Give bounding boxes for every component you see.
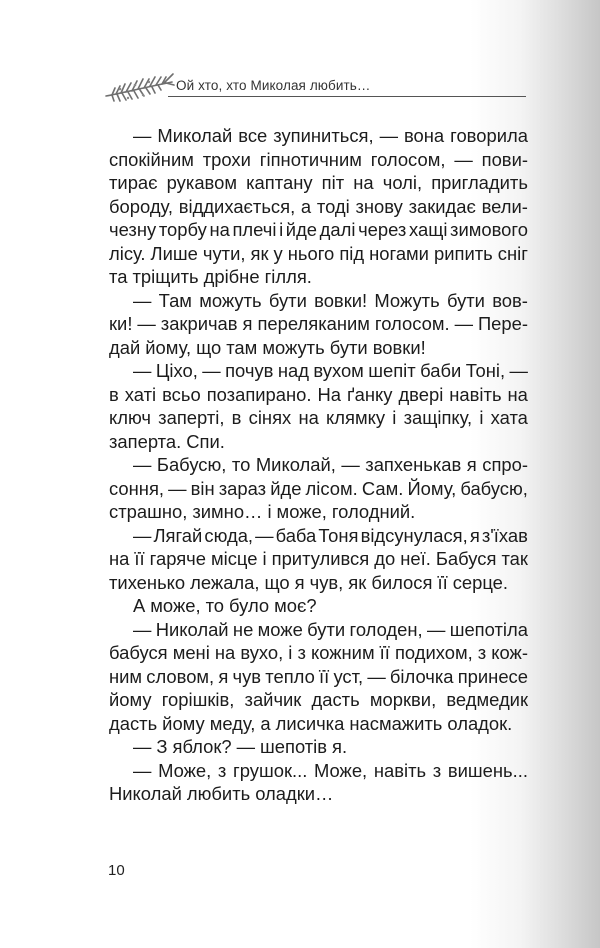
header-rule [168,96,526,97]
running-header [102,68,526,108]
running-title: Ой хто, хто Миколая любить… [176,78,371,93]
text-line: дай йому, що там можуть бути вовки! [109,336,426,358]
text-line: на її гаряче місце і притулився до неї. Бабуся так [109,548,528,569]
text-line: бороду, віддихається, а тоді знову закидає вели- [109,195,528,217]
text-line: заперта. Спи. [109,430,225,452]
text-line: дасть йому меду, а лисичка насмажить оладок. [109,712,513,734]
text-line: бабуся мені на вухо, і з кожним її подихом, з кож- [109,642,528,663]
text-line: в хаті всьо позапирано. На ґанку двері навіть на [109,383,528,405]
text-line: — Ціхо, — почув над вухом шепіт баби Тоні, — [133,360,528,381]
text-line: — Лягай сюда, — баба Тоня відсунулася, я з'їхав [133,524,528,546]
pine-branch-icon [102,70,176,104]
text-line: йому горішків, зайчик дасть моркви, ведмедик [109,689,528,710]
text-line: страшно, зимно… і може, голодний. [109,501,416,522]
text-line: спокійним трохи гіпнотичним голосом, — пови- [109,148,528,170]
story-text [109,124,528,806]
text-line: — Николай не може бути голоден, — шепотіла [133,618,528,640]
text-line: та тріщить дрібне гілля. [109,266,312,287]
text-line: Николай любить оладки… [109,783,334,804]
page-number: 10 [108,862,125,879]
text-line: — Там можуть бути вовки! Можуть бути вов- [133,289,528,311]
text-line: соння, — він зараз йде лісом. Сам. Йому, бабусю, [109,477,528,499]
text-line: — Миколай все зупиниться, — вона говорила [133,125,528,146]
text-line: А може, то було моє? [133,595,317,616]
text-line: ключ заперті, в сінях на клямку і защіпку, і хата [109,407,528,428]
text-line: чезну торбу на плечі і йде далі через хащі зимового [109,219,528,240]
text-line: ним словом, я чув тепло її уст, — білочка принесе [109,665,528,687]
text-line: — Може, з грушок... Може, навіть з вишень... [133,759,528,781]
text-line: ки! — закричав я переляканим голосом. — Пере- [109,313,528,334]
text-line: лісу. Лише чути, як у нього під ногами рипить сніг [109,242,528,264]
text-line: тирає рукавом каптану піт на чолі, пригладить [109,172,528,193]
text-line: — З яблок? — шепотів я. [133,736,348,757]
text-line: — Бабусю, то Миколай, — запхенькав я спро- [133,454,528,475]
text-line: тихенько лежала, що я чув, як билося її серце. [109,571,509,593]
